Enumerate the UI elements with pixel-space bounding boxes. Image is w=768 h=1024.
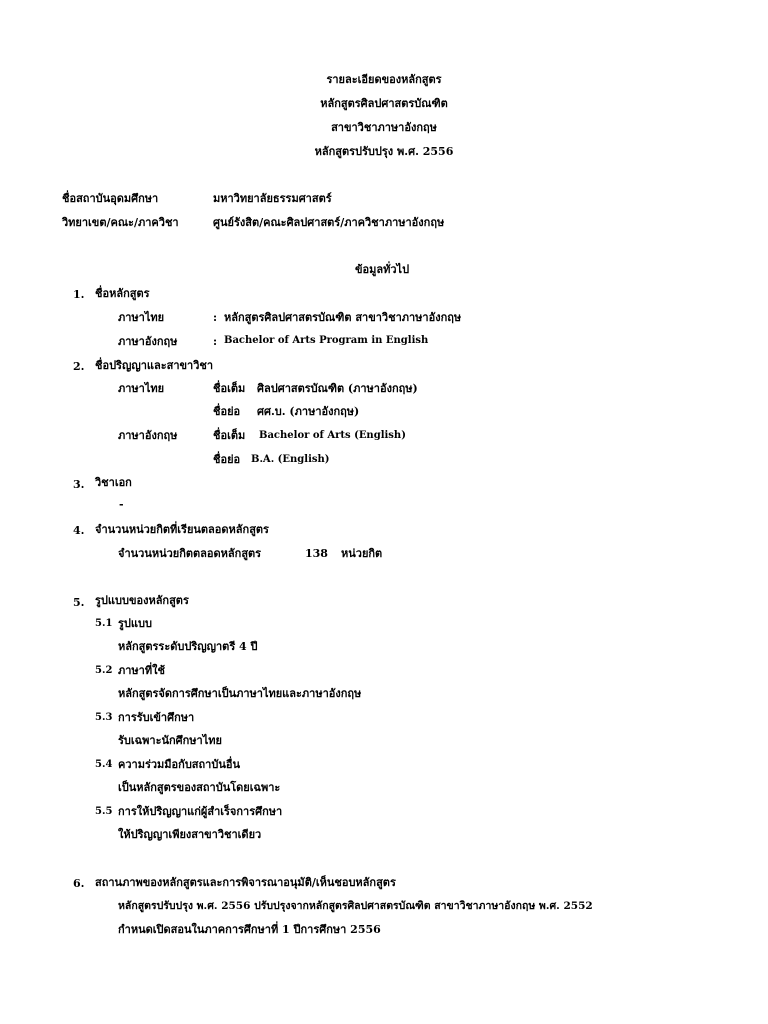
major-value: - (119, 498, 124, 511)
institution-value: มหาวิทยาลัยธรรมศาสตร์ (213, 192, 332, 205)
institution-label: ชื่อสถาบันอุดมศึกษา (62, 192, 159, 205)
s1-eng-colon: : (213, 335, 218, 348)
s5-1-value: หลักสูตรระดับปริญญาตรี 4 ปี (118, 640, 258, 653)
document-title: รายละเอียดของหลักสูตร (326, 73, 442, 86)
s2-eng-abbr-value: B.A. (English) (251, 454, 330, 465)
s2-thai-abbr-label: ชื่อย่อ (213, 405, 241, 418)
s5-1-title: รูปแบบ (118, 617, 152, 630)
section-3-title: วิชาเอก (95, 476, 132, 489)
section-1-number: 1. (73, 288, 85, 301)
credits-unit: หน่วยกิต (341, 547, 383, 560)
s1-eng-value: Bachelor of Arts Program in English (224, 335, 429, 346)
section-2-number: 2. (73, 360, 85, 373)
s5-5-number: 5.5 (95, 806, 113, 817)
section-4-number: 4. (73, 524, 85, 537)
credits-value: 138 (305, 547, 328, 560)
s5-4-number: 5.4 (95, 759, 113, 770)
s2-thai-full-value: ศิลปศาสตรบัณฑิต (ภาษาอังกฤษ) (257, 382, 418, 395)
s5-4-value: เป็นหลักสูตรของสถาบันโดยเฉพาะ (118, 781, 281, 794)
s2-thai-full-label: ชื่อเต็ม (213, 382, 246, 395)
section-4-title: จำนวนหน่วยกิตที่เรียนตลอดหลักสูตร (95, 523, 269, 536)
section-5-title: รูปแบบของหลักสูตร (95, 594, 189, 607)
s2-eng-abbr-label: ชื่อย่อ (213, 453, 241, 466)
s5-2-title: ภาษาที่ใช้ (118, 664, 165, 677)
s1-thai-colon: : (213, 311, 218, 324)
section-6-number: 6. (73, 877, 85, 890)
campus-label: วิทยาเขต/คณะ/ภาควิชา (62, 216, 179, 229)
s5-5-title: การให้ปริญญาแก่ผู้สำเร็จการศึกษา (118, 805, 283, 818)
campus-value: ศูนย์รังสิต/คณะศิลปศาสตร์/ภาควิชาภาษาอังกฤษ (213, 216, 445, 229)
s6-line-1: หลักสูตรปรับปรุง พ.ศ. 2556 ปรับปรุงจากหลักสูตรศิลปศาสตรบัณฑิต สาขาวิชาภาษาอังกฤษ พ.ศ. 2552 (118, 900, 593, 912)
s5-4-title: ความร่วมมือกับสถาบันอื่น (118, 758, 240, 771)
s5-2-number: 5.2 (95, 665, 113, 676)
s6-line-2: กำหนดเปิดสอนในภาคการศึกษาที่ 1 ปีการศึกษา 2556 (118, 923, 381, 936)
credits-label: จำนวนหน่วยกิตตลอดหลักสูตร (118, 547, 262, 560)
s2-thai-label: ภาษาไทย (118, 382, 165, 395)
s5-3-title: การรับเข้าศึกษา (118, 711, 195, 724)
s1-eng-label: ภาษาอังกฤษ (118, 335, 178, 348)
section-1-title: ชื่อหลักสูตร (95, 287, 150, 300)
s2-eng-full-value: Bachelor of Arts (English) (259, 430, 406, 441)
general-info-heading: ข้อมูลทั่วไป (355, 263, 410, 276)
s5-2-value: หลักสูตรจัดการศึกษาเป็นภาษาไทยและภาษาอังกฤษ (118, 687, 362, 700)
revision-year: หลักสูตรปรับปรุง พ.ศ. 2556 (314, 145, 454, 158)
s5-5-value: ให้ปริญญาเพียงสาขาวิชาเดียว (118, 828, 262, 841)
s5-3-number: 5.3 (95, 712, 113, 723)
s1-thai-value: หลักสูตรศิลปศาสตรบัณฑิต สาขาวิชาภาษาอังกฤษ (224, 311, 462, 324)
s5-3-value: รับเฉพาะนักศึกษาไทย (118, 734, 222, 747)
program-name: หลักสูตรศิลปศาสตรบัณฑิต (320, 97, 448, 110)
section-5-number: 5. (73, 596, 85, 609)
s2-eng-label: ภาษาอังกฤษ (118, 429, 178, 442)
section-6-title: สถานภาพของหลักสูตรและการพิจารณาอนุมัติ/เห็นชอบหลักสูตร (95, 876, 396, 889)
s2-eng-full-label: ชื่อเต็ม (213, 429, 246, 442)
section-3-number: 3. (73, 478, 85, 491)
major-name: สาขาวิชาภาษาอังกฤษ (331, 121, 437, 134)
section-2-title: ชื่อปริญญาและสาขาวิชา (95, 359, 214, 372)
s2-thai-abbr-value: ศศ.บ. (ภาษาอังกฤษ) (257, 405, 360, 418)
s5-1-number: 5.1 (95, 618, 113, 629)
s1-thai-label: ภาษาไทย (118, 311, 165, 324)
